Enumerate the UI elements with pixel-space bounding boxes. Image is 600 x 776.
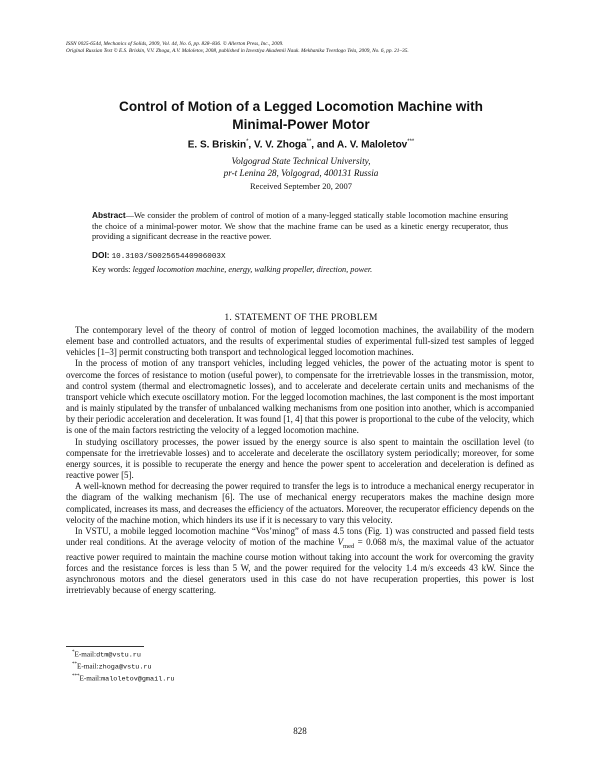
doi xyxy=(92,250,226,261)
author-2: V. V. Zhoga xyxy=(253,139,307,151)
affiliation-line-2: pr-t Lenina 28, Volgograd, 400131 Russia xyxy=(223,168,379,178)
footnote-1 xyxy=(72,650,141,659)
footnote-2-label: E-mail: xyxy=(77,662,99,671)
abstract-label: Abstract xyxy=(92,210,126,220)
author-separator: , xyxy=(248,139,254,151)
footnote-3-email[interactable]: maloletov@gmail.ru xyxy=(101,675,175,684)
footnote-3-mark: *** xyxy=(72,674,80,679)
title-line-1: Control of Motion of a Legged Locomotion Machine with xyxy=(119,99,483,114)
footnote-1-email[interactable]: dtm@vstu.ru xyxy=(96,651,141,660)
paragraph-2: In the process of motion of any transport vehicles, including legged vehicles, the power of the actuating motor is spent to overcome the forces of resistance to motion (useful power), to compensate for the irretrievable losses in the transmission, motor, and control system (thermal and electromagnetic losses), and to accelerate and decelerate certain units and mechanisms of the transport vehicle which execute oscillatory motion. For the legged locomotion machines, the last component is the most important and is mainly stipulated by the transfer of unbalanced walking mechanisms from one position into another, which is accompanied by their periodic acceleration and deceleration. It was found [1, 4] that this power is proportional to the cube of the velocity, which is one of the main factors restricting the velocity of a legged locomotion machine. xyxy=(66,358,534,436)
paragraph-1: The contemporary level of the theory of control of motion of legged locomotion machines, the availability of the modern element base and controlled actuators, and the results of experimental studies of experimental full-sized test samples of legged vehicles [1–3] permit constructing both transport and technological legged locomotion machines. xyxy=(66,325,534,358)
footnote-2-email[interactable]: zhoga@vstu.ru xyxy=(98,663,152,672)
journal-header-line-2: Original Russian Text © E.S. Briskin, V.V. Zhoga, A.V. Maloletov, 2008, published in Izvestiya Akademii Nauk. Mekhanika Tverdogo Tela, 2009, No. 6, pp. 21–35. xyxy=(66,48,409,54)
footnote-divider xyxy=(66,646,144,647)
section-heading xyxy=(66,312,536,323)
received-date: Received September 20, 2007 xyxy=(250,181,352,191)
abstract-text: We consider the problem of control of motion of a many-legged statically stable locomotion machine ensuring the choice of a minimal-power motor. We show that the machine frame can be used as a kinetic energy recuperator, thus providing a significant decrease in the reactive power. xyxy=(92,211,508,242)
abstract-dash: — xyxy=(125,211,134,220)
author-1-mark: * xyxy=(246,139,249,145)
author-separator-and: , and xyxy=(311,139,338,151)
footnote-1-mark: * xyxy=(72,650,75,655)
page-number: 828 xyxy=(293,726,307,736)
author-1: E. S. Briskin xyxy=(187,139,247,151)
paragraph-5 xyxy=(66,526,534,597)
abstract xyxy=(92,210,508,243)
paragraph-3: In studying oscillatory processes, the power issued by the energy source is also spent to maintain the oscillation level (to compensate for the irretrievable losses) and to accelerate and decelerate the oscillatory system periodically; moreover, for some energy sources, it is possible to recuperate the energy and hence the power spent to acceleration and deceleration is defined as reactive power [5]. xyxy=(66,436,534,481)
title-line-2: Minimal-Power Motor xyxy=(232,117,370,132)
doi-link[interactable]: 10.3103/S002565440906003X xyxy=(111,253,226,261)
affiliation-line-1: Volgograd State Technical University, xyxy=(231,156,371,166)
doi-label: DOI: xyxy=(92,250,110,260)
velocity-subscript: med xyxy=(343,542,355,550)
paragraph-5-part-1: In VSTU, a mobile legged locomotion machine “Vos’minog” of mass 4.5 tons (Fig. 1) was constructed and passed field tests under real conditions. At the average velocity of motion of the machine xyxy=(66,525,534,547)
author-2-mark: ** xyxy=(306,139,312,145)
section-number: 1. xyxy=(224,312,232,323)
velocity-symbol: V xyxy=(337,536,344,547)
footnote-2-mark: ** xyxy=(72,662,77,667)
journal-header-line-1: ISSN 0025-6544, Mechanics of Solids, 2009, Vol. 44, No. 6, pp. 828–836. © Allerton Press, Inc., 2009. xyxy=(66,41,284,47)
body-text xyxy=(66,325,534,597)
footnote-3 xyxy=(72,674,174,683)
paragraph-5-part-2: = 0.068 m/s, the maximal value of the actuator reactive power required to maintain the machine course motion without taking into account the work for overcoming the gravity forces and the resistance forces is less than 5 W, and the power required for the velocity 1.4 m/s exceeds 43 kW. Since the asynchronous motors and the diesel generators used in this case do not have recuperation properties, this power is lost irretrievably because of energy scattering. xyxy=(66,536,534,596)
paper-title xyxy=(66,98,536,134)
keywords xyxy=(92,265,372,274)
footnote-2 xyxy=(72,662,152,671)
author-3-mark: *** xyxy=(407,139,415,145)
author-list xyxy=(66,139,536,150)
section-title: STATEMENT OF THE PROBLEM xyxy=(234,312,378,323)
author-3: A. V. Maloletov xyxy=(337,139,408,151)
footnote-1-label: E-mail: xyxy=(74,650,97,659)
keywords-label: Key words: xyxy=(92,265,131,274)
keywords-text: legged locomotion machine, energy, walking propeller, direction, power. xyxy=(132,265,373,274)
paragraph-4: A well-known method for decreasing the power required to transfer the legs is to introduce a mechanical energy recuperator in the diagram of the walking mechanism [6]. The use of mechanical energy recuperators makes the machine design more complicated, increases its mass, and decreases the efficiency of the actuators. Moreover, the recuperator efficiency depends on the velocity of the machine motion, which hinders its use if it is necessary to vary this velocity. xyxy=(66,481,534,525)
footnote-3-label: E-mail: xyxy=(79,674,102,683)
